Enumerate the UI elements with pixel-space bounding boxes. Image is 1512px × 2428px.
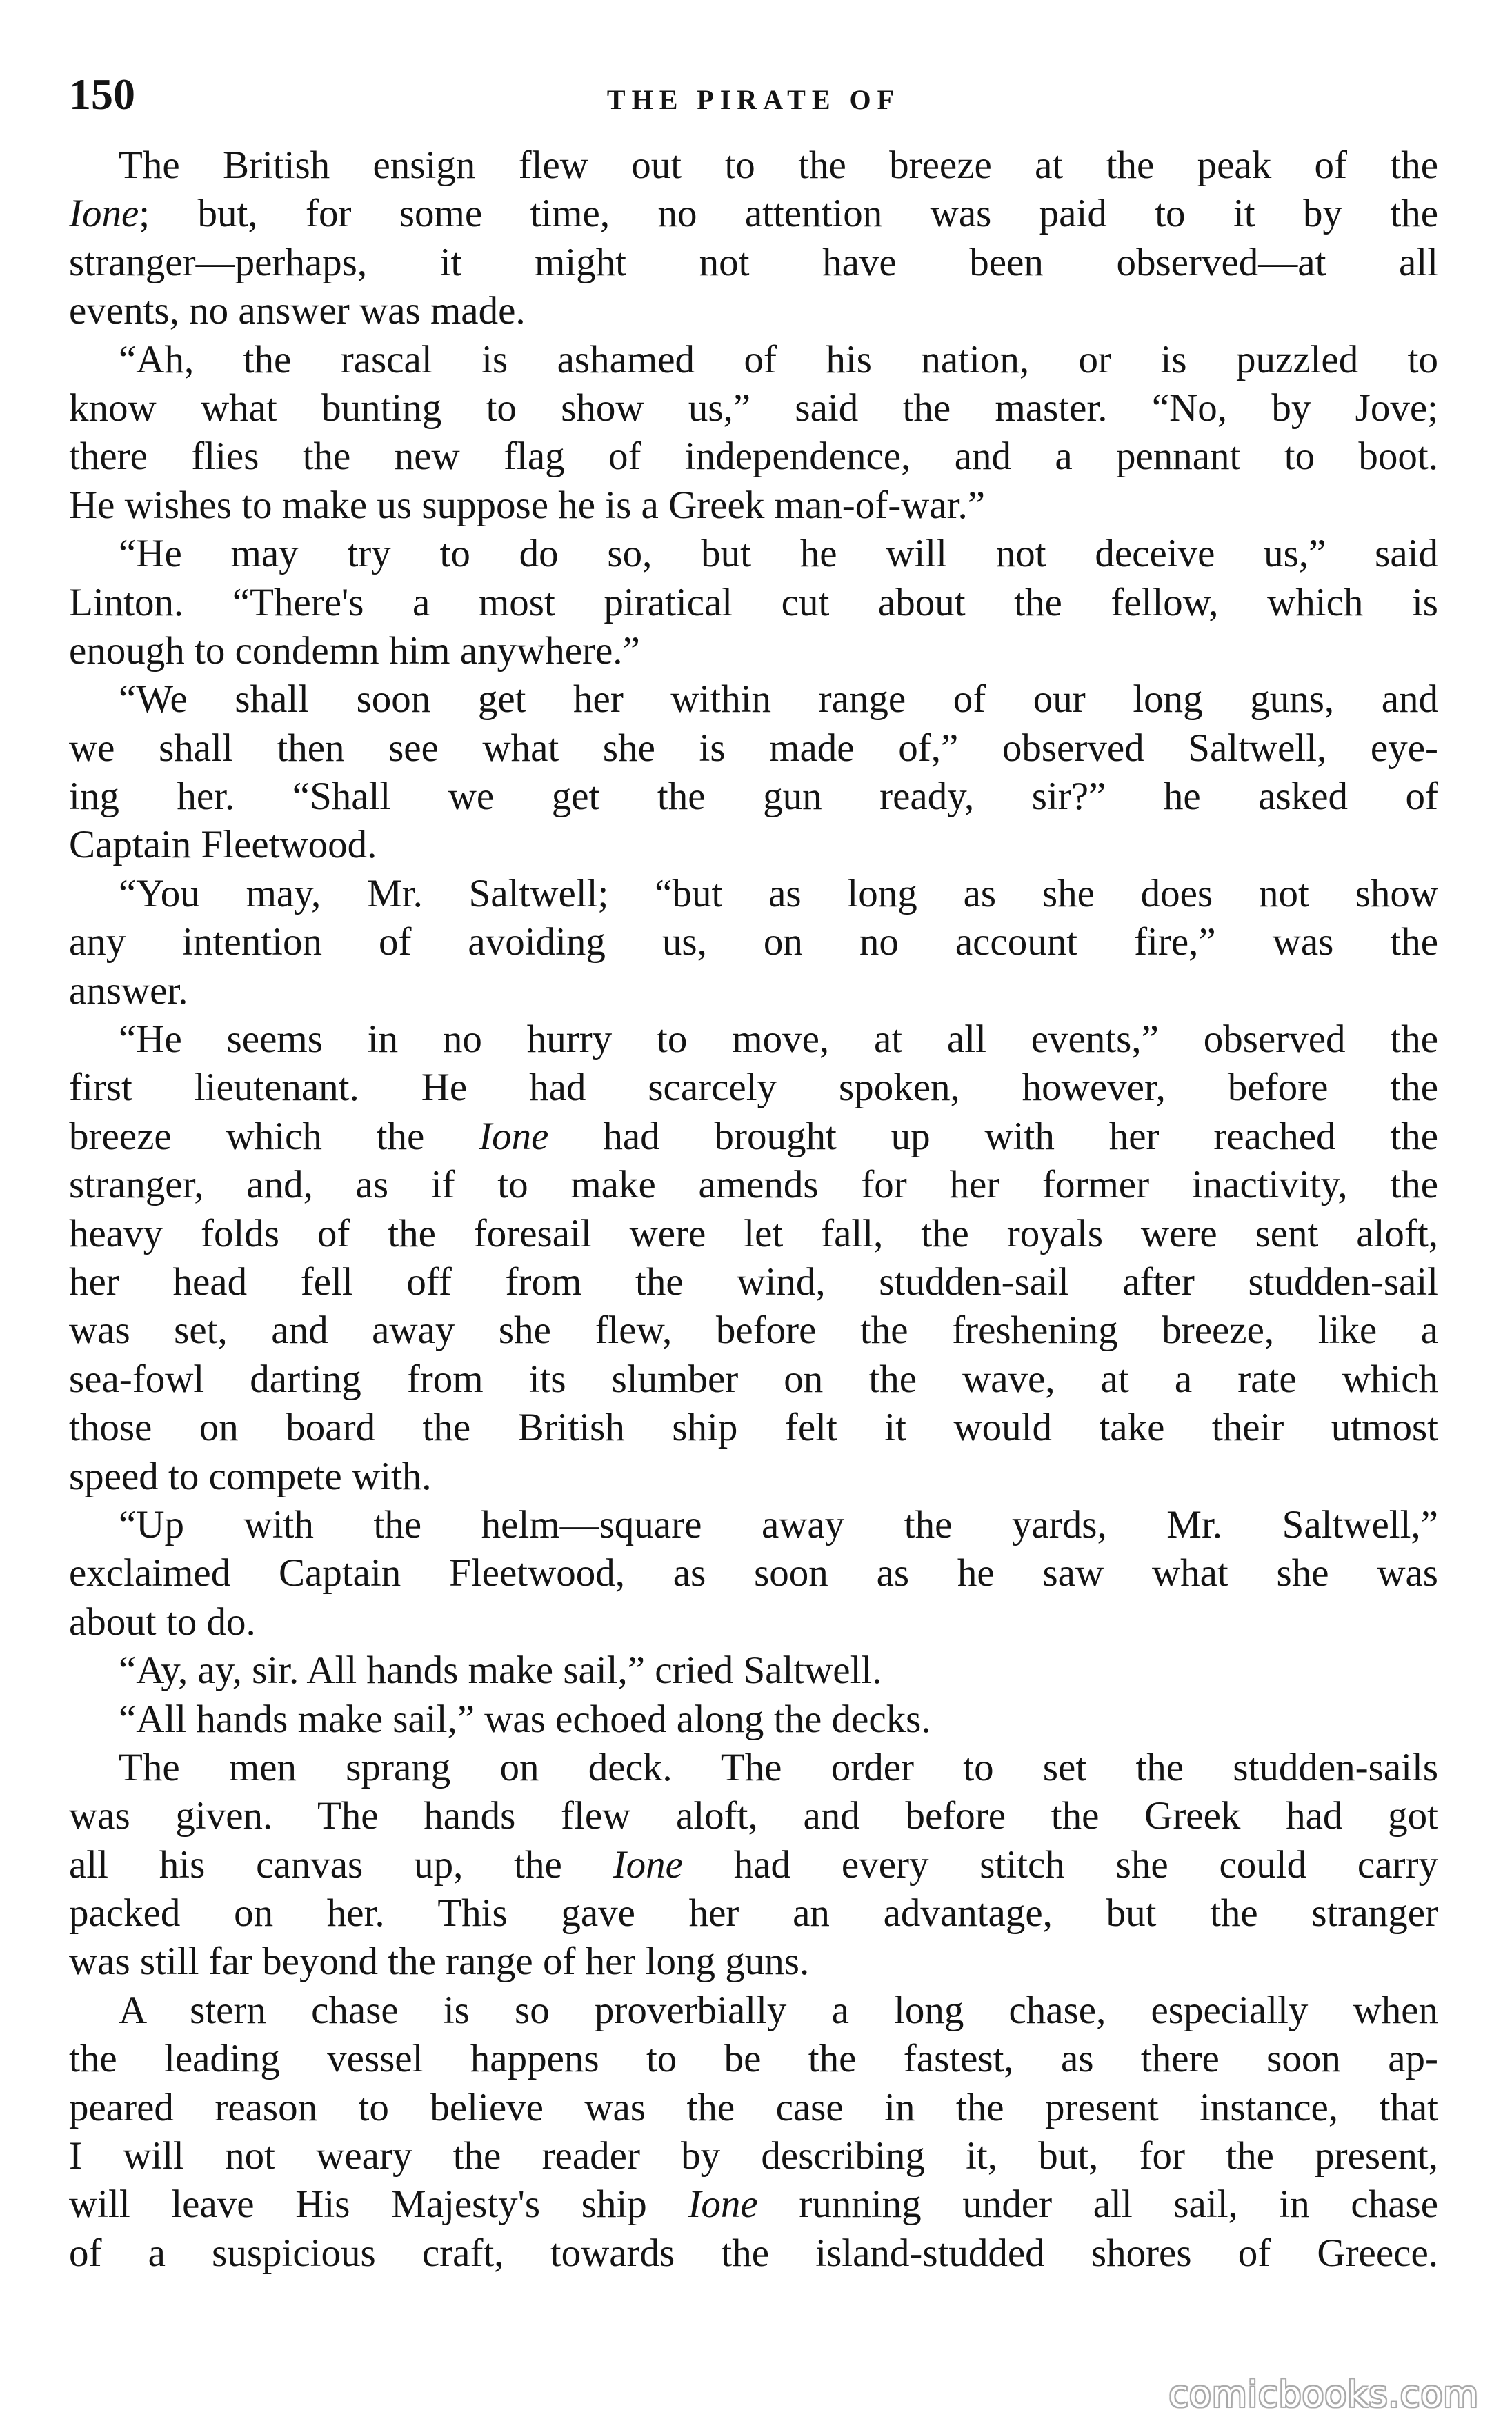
text-line: exclaimed Captain Fleetwood, as soon as he saw what she was (69, 1551, 1438, 1595)
text-line: Captain Fleetwood. (69, 823, 377, 867)
text-line: I will not weary the reader by describing it, but, for the present, (69, 2134, 1438, 2178)
paragraph (69, 530, 1438, 675)
body-text (69, 141, 1438, 2278)
text-line: of a suspicious craft, towards the island-studded shores of Greece. (69, 2231, 1438, 2275)
text-line: about to do. (69, 1600, 256, 1644)
text-line: was set, and away she flew, before the freshening breeze, like a (69, 1308, 1438, 1353)
paragraph (69, 1646, 1438, 1695)
text-line: all his canvas up, the Ione had every stitch she could carry (69, 1842, 1438, 1887)
text-line: The men sprang on deck. The order to set the studden-sails (119, 1745, 1438, 1789)
watermark: comicbooks.com (1168, 2374, 1479, 2416)
text-line: those on board the British ship felt it would take their utmost (69, 1406, 1438, 1450)
paragraph (69, 1015, 1438, 1501)
text-line: enough to condemn him anywhere.” (69, 628, 640, 673)
text-line: we shall then see what she is made of,” observed Saltwell, eye- (69, 726, 1438, 770)
text-line: was given. The hands flew aloft, and before the Greek had got (69, 1794, 1438, 1838)
text-line: “We shall soon get her within range of our long guns, and (119, 677, 1438, 722)
text-line: The British ensign flew out to the breeze at the peak of the (119, 143, 1438, 187)
text-line: stranger, and, as if to make amends for her former inactivity, the (69, 1163, 1438, 1207)
text-line: “All hands make sail,” was echoed along the decks. (119, 1697, 931, 1741)
text-line: packed on her. This gave her an advantage, but the stranger (69, 1891, 1438, 1936)
page-header (69, 63, 1438, 126)
text-line: heavy folds of the foresail were let fall, the royals were sent aloft, (69, 1211, 1438, 1255)
paragraph (69, 1987, 1438, 2278)
text-line: answer. (69, 968, 188, 1013)
text-line: “Up with the helm—square away the yards, Mr. Saltwell,” (119, 1502, 1438, 1546)
paragraph (69, 141, 1438, 336)
page-number: 150 (69, 70, 135, 119)
text-line: “You may, Mr. Saltwell; “but as long as she does not show (119, 871, 1438, 915)
text-line: “He seems in no hurry to move, at all events,” observed the (119, 1017, 1438, 1062)
text-line: breeze which the Ione had brought up with her reached the (69, 1114, 1438, 1158)
paragraph (69, 870, 1438, 1015)
text-line: “Ay, ay, sir. All hands make sail,” cried Saltwell. (119, 1649, 882, 1693)
paragraph (69, 675, 1438, 870)
text-line: “He may try to do so, but he will not deceive us,” said (119, 532, 1438, 576)
paragraph (69, 1695, 1438, 1744)
text-line: sea-fowl darting from its slumber on the wave, at a rate which (69, 1357, 1438, 1401)
text-line: peared reason to believe was the case in the present instance, that (69, 2085, 1438, 2129)
text-line: know what bunting to show us,” said the master. “No, by Jove; (69, 386, 1438, 430)
text-line: first lieutenant. He had scarcely spoken, however, before the (69, 1066, 1438, 1110)
text-line: any intention of avoiding us, on no account fire,” was the (69, 920, 1438, 964)
text-line: “Ah, the rascal is ashamed of his nation, or is puzzled to (119, 337, 1438, 381)
running-head: THE PIRATE OF (606, 84, 901, 115)
text-line: He wishes to make us suppose he is a Greek man-of-war.” (69, 483, 986, 527)
text-line: the leading vessel happens to be the fastest, as there soon ap- (69, 2037, 1438, 2081)
text-line: stranger—perhaps, it might not have been observed—at all (69, 240, 1438, 284)
text-line: ing her. “Shall we get the gun ready, sir?” he asked of (69, 775, 1438, 819)
paragraph (69, 336, 1438, 530)
text-line: A stern chase is so proverbially a long chase, especially when (119, 1988, 1438, 2032)
paragraph (69, 1744, 1438, 1987)
text-line: Linton. “There's a most piratical cut about the fellow, which is (69, 580, 1438, 624)
text-line: speed to compete with. (69, 1454, 432, 1498)
text-line: events, no answer was made. (69, 289, 526, 333)
text-line: her head fell off from the wind, studden-sail after studden-sail (69, 1260, 1438, 1304)
paragraph (69, 1501, 1438, 1646)
text-line: Ione; but, for some time, no attention was paid to it by the (69, 192, 1438, 236)
text-line: will leave His Majesty's ship Ione running under all sail, in chase (69, 2182, 1438, 2227)
text-line: was still far beyond the range of her long guns. (69, 1940, 810, 1984)
text-line: there flies the new flag of independence, and a pennant to boot. (69, 435, 1438, 479)
